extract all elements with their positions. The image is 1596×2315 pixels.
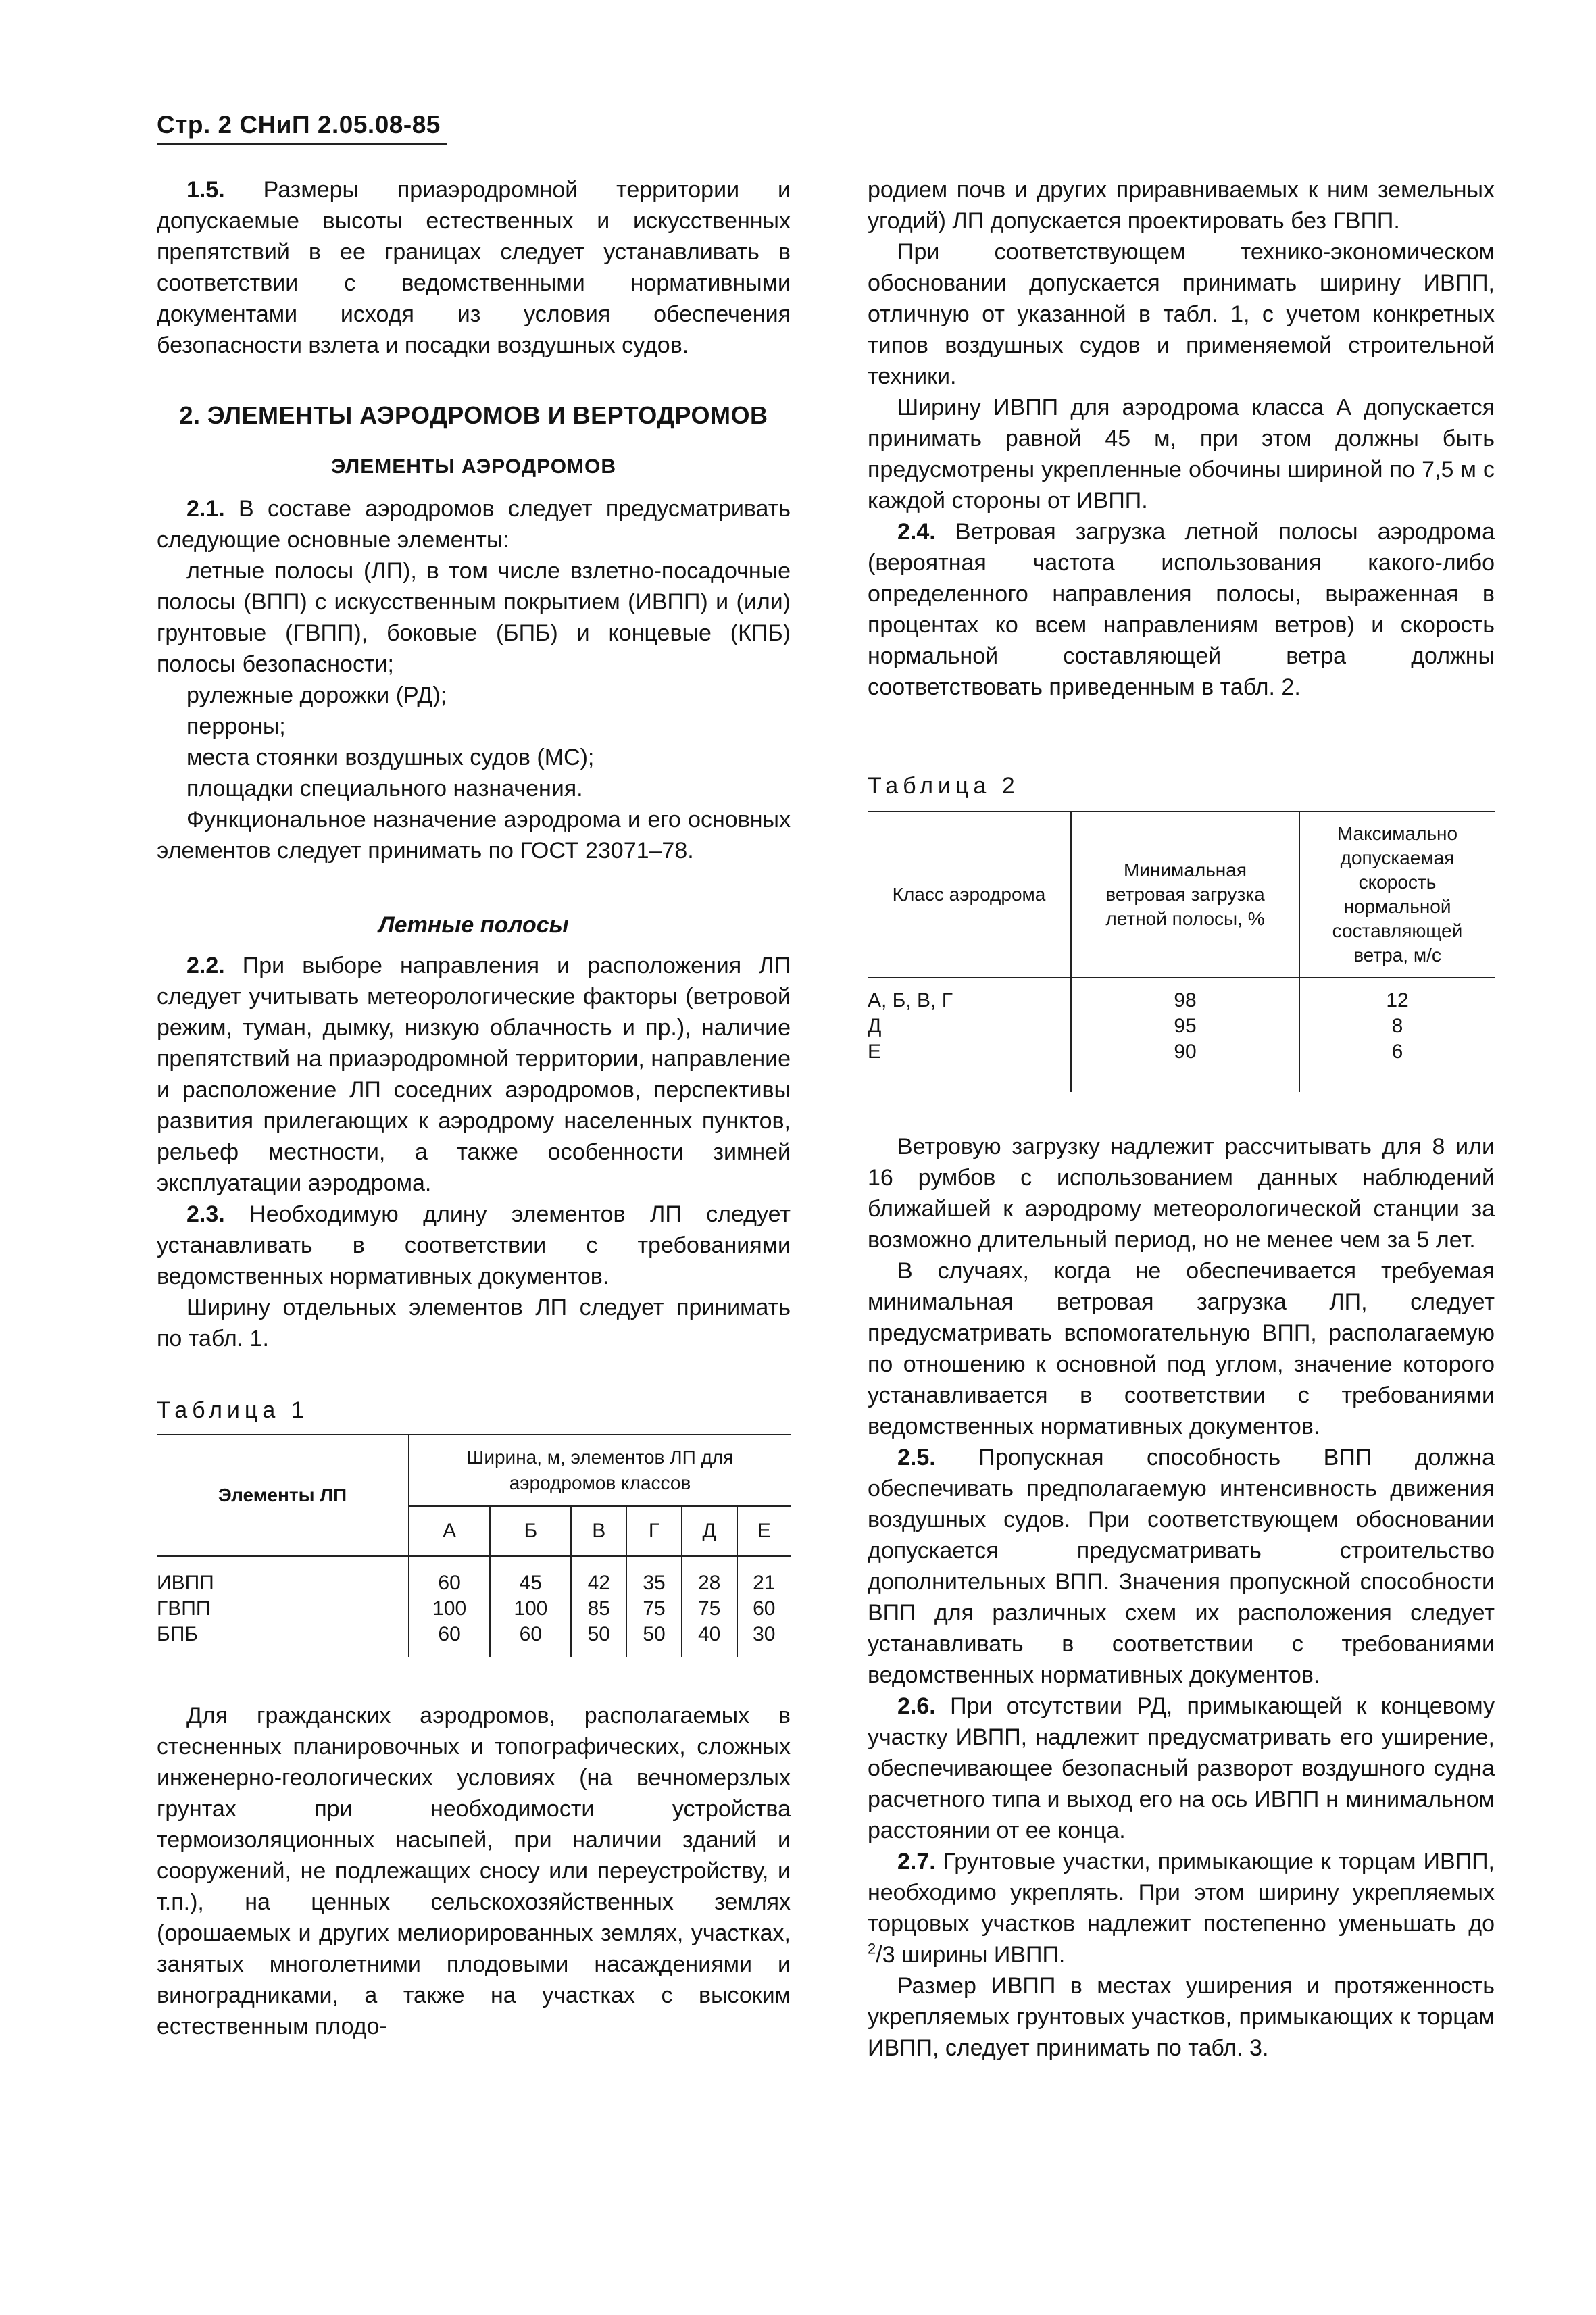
table-header-group: Ширина, м, элементов ЛП для аэродромов классов [409, 1435, 791, 1506]
table-cell: 21 [753, 1572, 776, 1594]
table-cell: 50 [571, 1622, 626, 1657]
table-cell: 30 [753, 1623, 776, 1645]
table-cell: 28 [682, 1556, 737, 1596]
table-cell: 90 [1071, 1039, 1299, 1092]
table-header: Класс аэродрома [868, 812, 1071, 978]
paragraph-2-4 [868, 516, 1495, 703]
table-cell: 100 [490, 1596, 571, 1622]
table-row [868, 1039, 1495, 1092]
paragraph-wind-calc: Ветровую загрузку надлежит рассчитывать для 8 или 16 румбов с использованием данных наблюдений ближайшей к аэродрому метеорологической станции за возможно длительный период, но не менее чем за 5 лет. [868, 1134, 1495, 1253]
section-title: 2. ЭЛЕМЕНТЫ АЭРОДРОМОВ И ВЕРТОДРОМОВ [179, 401, 768, 429]
fraction [868, 1942, 895, 1968]
table-cell-name: БПБ [157, 1622, 409, 1657]
table-header-class: Д [682, 1506, 737, 1556]
table-cell: 42 [571, 1556, 626, 1596]
clause-number: 2.4. [897, 519, 936, 545]
list-item: рулежные дорожки (РД); [186, 682, 447, 708]
paragraph-size: Размер ИВПП в местах уширения и протяженность укрепляемых грунтовых участков, примыкающих к торцам ИВПП, следует принимать по табл. 3. [868, 1973, 1495, 2061]
paragraph-aux-runway: В случаях, когда не обеспечивается требуемая минимальная ветровая загрузка ЛП, следует предусматривать вспомогательную ВПП, располагаемую по отношению к основной под углом, значение которого устанавливается в соответствии с требованиями ведомственных нормативных документов. [868, 1258, 1495, 1439]
clause-number: 2.5. [897, 1445, 936, 1470]
table-cell: 60 [490, 1622, 571, 1657]
clause-number: 2.3. [186, 1201, 225, 1227]
header-underline [157, 143, 447, 145]
table-cell-name: ИВПП [157, 1556, 409, 1596]
table-cell-name: ГВПП [157, 1596, 409, 1622]
table-cell: 6 [1391, 1041, 1403, 1063]
paragraph-functional: Функциональное назначение аэродрома и его основных элементов следует принимать по ГОСТ 23071–78. [157, 807, 791, 864]
list-item: места стоянки воздушных судов (МС); [186, 745, 595, 770]
table-cell: 60 [409, 1622, 490, 1657]
table-cell: 60 [753, 1597, 776, 1620]
paragraph-text: Размеры приаэродромной территории и допускаемые высоты естественных и искусственных препятствий в ее границах следует устанавливать в соответствии с ведомственными нормативными документами исходя из условия обеспечения безопасности взлета и посадки воздушных судов. [157, 177, 791, 358]
clause-number: 2.7. [897, 1849, 936, 1874]
table-header: Минимальная ветровая загрузка летной полосы, % [1071, 812, 1299, 978]
paragraph-text: Пропускная способность ВПП должна обеспечивать предполагаемую интенсивность движения воздушных судов. При соответствующем обосновании допускается предусматривать строительство дополнительных ВПП. Значения пропускной способности ВПП для различных схем их расположения следует устанавливать в соответствии с требованиями ведомственных нормативных документов. [868, 1445, 1495, 1688]
list-item: площадки специального назначения. [186, 776, 583, 801]
subsection-title: Летные полосы [378, 912, 569, 938]
table-cell-class: Д [868, 1014, 1071, 1039]
table-cell: 8 [1391, 1015, 1403, 1037]
table-cell: 40 [682, 1622, 737, 1657]
left-column [157, 174, 791, 2042]
paragraph-text: При выборе направления и расположения ЛП следует учитывать метеорологические факторы (ветровой режим, туман, дымку, низкую облачность и пр.), наличие препятствий на приаэродромной территории, направление и расположение ЛП соседних аэродромов, перспективы развития прилегающих к аэродрому населенных пунктов, рельеф местности, а также особенности зимней эксплуатации аэродрома. [157, 953, 791, 1196]
paragraph-civil: Для гражданских аэродромов, располагаемых в стесненных планировочных и топографических, сложных инженерно-геологических условиях (на вечномерзлых грунтах при необходимости устройства термоизоляционных насыпей, при наличии зданий и сооружений, не подлежащих сносу или переустройству, и т.п.), на ценных сельскохозяйственных землях (орошаемых и других мелиорированных землях, участках, занятых многолетними плодовыми насаждениями и виноградниками, а также на участках с высоким естественным плодо- [157, 1703, 791, 2039]
table-cell: 45 [490, 1556, 571, 1596]
table-cell: 35 [626, 1556, 682, 1596]
paragraph-2-5 [868, 1442, 1495, 1691]
paragraph-continued: родием почв и других приравниваемых к ним земельных угодий) ЛП допускается проектировать без ГВПП. [868, 177, 1495, 234]
fraction-denominator: 3 [882, 1942, 895, 1968]
paragraph-text: При отсутствии РД, примыкающей к концевому участку ИВПП, надлежит предусматривать его уширение, обеспечивающее безопасный разворот воздушного судна расчетного типа и выход его на ось ИВПП н минимальном расстоянии от ее конца. [868, 1693, 1495, 1843]
table-header-class: Г [626, 1506, 682, 1556]
clause-number: 2.2. [186, 953, 225, 978]
paragraph-2-2 [157, 950, 791, 1199]
right-column [868, 174, 1495, 2064]
paragraph-text: Ветровая загрузка летной полосы аэродрома (вероятная частота использования какого-либо определенного направления полосы, выраженная в процентах ко всем направлениям ветров) и скорость нормальной составляющей ветра должны соответствовать приведенным в табл. 2. [868, 519, 1495, 700]
clause-number: 2.1. [186, 496, 225, 522]
table-cell: 100 [409, 1596, 490, 1622]
paragraph-text: ширины ИВПП. [901, 1942, 1066, 1968]
paragraph-1-5 [157, 174, 791, 361]
paragraph-2-3 [157, 1199, 791, 1292]
table-cell: 12 [1386, 989, 1409, 1012]
table-cell: 75 [626, 1596, 682, 1622]
table-1 [157, 1434, 791, 1657]
table-header-elements: Элементы ЛП [157, 1435, 409, 1556]
paragraph-2-1 [157, 493, 791, 555]
table-cell: 50 [626, 1622, 682, 1657]
table-header-class: А [409, 1506, 490, 1556]
table-header: Максимально допускаемая скорость нормальной составляющей ветра, м/с [1332, 823, 1463, 966]
table-cell: 75 [682, 1596, 737, 1622]
table-header-class: Б [490, 1506, 571, 1556]
table-cell: 85 [571, 1596, 626, 1622]
paragraph-class-a: Ширину ИВПП для аэродрома класса А допускается принимать равной 45 м, при этом должны быть предусмотрены укрепленные обочины шириной по 7,5 м с каждой стороны от ИВПП. [868, 395, 1495, 514]
clause-number: 2.6. [897, 1693, 936, 1719]
table-cell-class: Е [868, 1039, 1071, 1092]
paragraph-2-6 [868, 1691, 1495, 1846]
paragraph-text: Грунтовые участки, примыкающие к торцам ИВПП, необходимо укреплять. При этом ширину укрепляемых торцовых участков надлежит постепенно уменьшать до [868, 1849, 1495, 1937]
table-cell: 95 [1071, 1014, 1299, 1039]
paragraph-width: Ширину отдельных элементов ЛП следует принимать по табл. 1. [157, 1295, 791, 1351]
subsection-title: ЭЛЕМЕНТЫ АЭРОДРОМОВ [330, 455, 617, 478]
paragraph-text: В составе аэродромов следует предусматривать следующие основные элементы: [157, 496, 791, 553]
paragraph-feasibility: При соответствующем технико-экономическом обосновании допускается принимать ширину ИВПП, отличную от указанной в табл. 1, с учетом конкретных типов воздушных судов и применяемой строительной техники. [868, 239, 1495, 389]
table-row [157, 1596, 791, 1622]
table-caption: Таблица 2 [868, 773, 1020, 799]
paragraph-2-7 [868, 1846, 1495, 1970]
table-row [868, 978, 1495, 1014]
list-item: летные полосы (ЛП), в том числе взлетно-посадочные полосы (ВПП) с искусственным покрытием (ИВПП) и (или) грунтовые (ГВПП), боковые (БПБ) и концевые (КПБ) полосы безопасности; [157, 558, 791, 677]
clause-number: 1.5. [186, 177, 225, 203]
table-cell: 60 [409, 1556, 490, 1596]
table-header-class: В [571, 1506, 626, 1556]
table-cell: 98 [1071, 978, 1299, 1014]
table-row [157, 1622, 791, 1657]
table-caption: Таблица 1 [157, 1397, 309, 1423]
fraction-slash: / [876, 1942, 882, 1968]
table-header-class: Е [737, 1506, 791, 1556]
fraction-numerator: 2 [868, 1940, 876, 1958]
page-header: Стр. 2 СНиП 2.05.08-85 [157, 111, 441, 139]
table-row [157, 1556, 791, 1596]
list-item: перроны; [186, 714, 286, 739]
table-2 [868, 811, 1495, 1092]
paragraph-text: Необходимую длину элементов ЛП следует устанавливать в соответствии с требованиями ведомственных нормативных документов. [157, 1201, 791, 1289]
table-cell-class: А, Б, В, Г [868, 978, 1071, 1014]
table-row [868, 1014, 1495, 1039]
